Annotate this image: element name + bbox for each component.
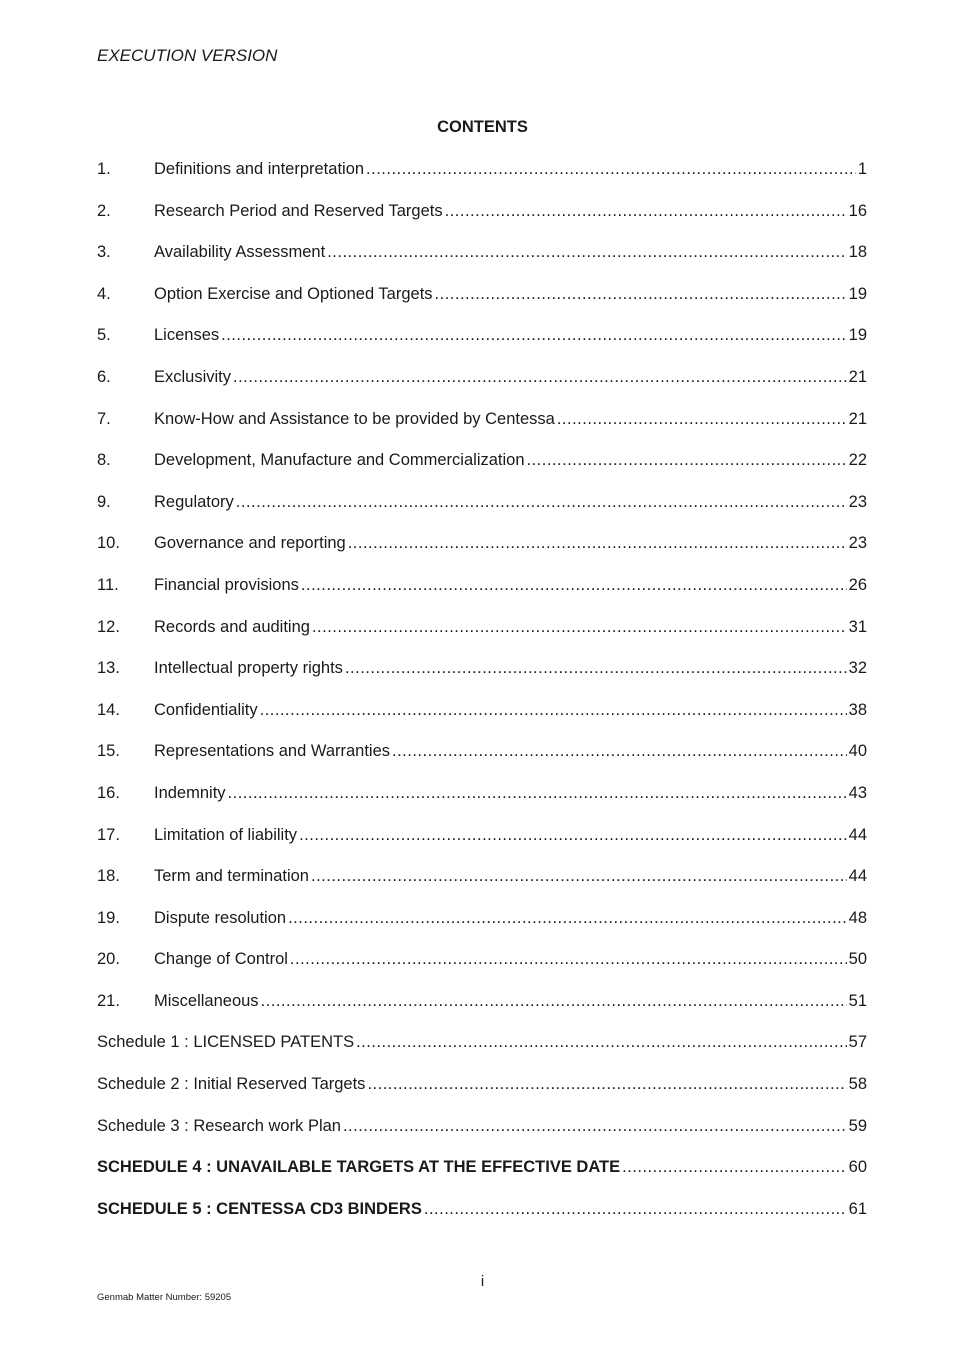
toc-entry-number: 14.	[97, 700, 120, 719]
toc-entry-page: 31	[848, 617, 867, 636]
toc-entry[interactable]	[97, 865, 867, 907]
toc-entry-number: 17.	[97, 825, 120, 844]
toc-schedule-entry[interactable]	[97, 1115, 867, 1157]
toc-entry-page: 23	[848, 492, 867, 511]
toc-entry-label: Representations and Warranties	[154, 742, 391, 761]
toc-entry[interactable]	[97, 200, 867, 242]
toc-leader-dots	[290, 948, 847, 970]
toc-entry-page: 32	[848, 659, 867, 678]
toc-entry[interactable]	[97, 366, 867, 408]
toc-entry-label: Development, Manufacture and Commercialization	[154, 451, 525, 470]
toc-leader-dots	[261, 990, 847, 1012]
toc-entry-number: 6.	[97, 367, 111, 386]
footer-matter-number: Genmab Matter Number: 59205	[97, 1292, 232, 1303]
toc-entry-number: 19.	[97, 908, 120, 927]
toc-schedule-page: 57	[848, 1033, 867, 1052]
toc-leader-dots	[311, 865, 847, 887]
toc-schedule-entry[interactable]	[97, 1198, 867, 1240]
toc-entry-number: 21.	[97, 991, 120, 1010]
toc-entry-number: 1.	[97, 160, 111, 178]
toc-schedule-label: SCHEDULE 4 : UNAVAILABLE TARGETS AT THE EFFECTIVE DATE	[97, 1158, 621, 1177]
toc-entry-label: Governance and reporting	[154, 534, 346, 553]
toc-leader-dots	[312, 616, 847, 638]
toc-leader-dots	[301, 574, 847, 596]
toc-leader-dots	[299, 824, 847, 846]
toc-entry[interactable]	[97, 283, 867, 325]
toc-entry-page: 19	[848, 326, 867, 345]
toc-entry-page: 43	[848, 783, 867, 802]
toc-entry-label: Term and termination	[154, 867, 309, 886]
toc-entry[interactable]	[97, 324, 867, 366]
toc-entry-label: Regulatory	[154, 492, 234, 511]
toc-entry-number: 20.	[97, 950, 120, 969]
toc-entry-label: Exclusivity	[154, 367, 232, 386]
toc-entry-number: 13.	[97, 659, 120, 678]
toc-entry-page: 18	[848, 243, 867, 262]
toc-schedule-entry[interactable]	[97, 1073, 867, 1115]
toc-entry[interactable]	[97, 616, 867, 658]
toc-entry-number: 4.	[97, 284, 111, 303]
toc-entry[interactable]	[97, 158, 867, 200]
toc-entry-label: Indemnity	[154, 783, 226, 802]
toc-entry-label: Dispute resolution	[154, 908, 287, 927]
toc-entry-label: Definitions and interpretation	[154, 160, 365, 178]
toc-schedule-label: SCHEDULE 5 : CENTESSA CD3 BINDERS	[97, 1199, 422, 1218]
toc-leader-dots	[392, 740, 847, 762]
toc-entry-label: Financial provisions	[154, 575, 299, 594]
toc-entry-page: 38	[848, 700, 867, 719]
toc-entry-page: 21	[848, 367, 867, 386]
contents-title: CONTENTS	[437, 118, 528, 136]
toc-entry-number: 15.	[97, 742, 120, 761]
toc-leader-dots	[221, 324, 847, 346]
toc-entry-label: Know-How and Assistance to be provided by Centessa	[154, 409, 555, 428]
toc-schedule-label: Schedule 1 : LICENSED PATENTS	[97, 1033, 355, 1052]
table-of-contents	[97, 158, 867, 1239]
toc-entry-label: Licenses	[154, 326, 220, 345]
toc-entry-number: 18.	[97, 867, 120, 886]
toc-schedule-page: 60	[848, 1158, 867, 1177]
toc-entry-label: Intellectual property rights	[154, 659, 343, 678]
toc-leader-dots	[367, 1073, 846, 1095]
toc-leader-dots	[260, 699, 847, 721]
toc-entry[interactable]	[97, 408, 867, 450]
toc-entry-number: 3.	[97, 243, 111, 262]
toc-entry-number: 5.	[97, 326, 111, 345]
toc-entry-page: 44	[848, 825, 867, 844]
toc-entry[interactable]	[97, 782, 867, 824]
toc-entry[interactable]	[97, 990, 867, 1032]
toc-entry-number: 16.	[97, 783, 120, 802]
toc-entry-label: Limitation of liability	[154, 825, 298, 844]
toc-entry-label: Miscellaneous	[154, 991, 259, 1010]
toc-schedule-page: 61	[848, 1199, 867, 1218]
toc-leader-dots	[288, 907, 847, 929]
toc-entry-label: Change of Control	[154, 950, 288, 969]
toc-entry-number: 2.	[97, 201, 111, 220]
toc-entry-number: 9.	[97, 492, 111, 511]
toc-entry-number: 8.	[97, 451, 111, 470]
toc-entry-page: 48	[848, 908, 867, 927]
toc-entry-page: 22	[848, 451, 867, 470]
toc-entry-page: 50	[848, 950, 867, 969]
toc-leader-dots	[228, 782, 847, 804]
toc-entry-page: 1	[857, 160, 867, 178]
toc-entry-page: 23	[848, 534, 867, 553]
toc-entry[interactable]	[97, 574, 867, 616]
toc-leader-dots	[233, 366, 847, 388]
toc-entry-page: 16	[848, 201, 867, 220]
toc-entry-number: 10.	[97, 534, 120, 553]
toc-leader-dots	[445, 200, 847, 222]
toc-schedule-page: 59	[848, 1116, 867, 1135]
toc-leader-dots	[435, 283, 847, 305]
toc-entry-number: 7.	[97, 409, 111, 428]
toc-entry[interactable]	[97, 532, 867, 574]
toc-entry[interactable]	[97, 699, 867, 741]
toc-entry-page: 19	[848, 284, 867, 303]
toc-leader-dots	[356, 1031, 847, 1053]
toc-entry-page: 51	[848, 991, 867, 1010]
toc-entry-label: Confidentiality	[154, 700, 258, 719]
toc-entry[interactable]	[97, 657, 867, 699]
toc-entry[interactable]	[97, 907, 867, 949]
document-version-header: EXECUTION VERSION	[97, 46, 278, 65]
toc-leader-dots	[343, 1115, 847, 1137]
toc-entry[interactable]	[97, 948, 867, 990]
toc-leader-dots	[557, 408, 847, 430]
toc-entry-page: 21	[848, 409, 867, 428]
toc-leader-dots	[348, 532, 847, 554]
toc-schedule-label: Schedule 3 : Research work Plan	[97, 1116, 341, 1135]
toc-entry[interactable]	[97, 824, 867, 866]
toc-entry-label: Option Exercise and Optioned Targets	[154, 284, 433, 303]
toc-schedule-entry[interactable]	[97, 1156, 867, 1198]
footer-page-number: i	[480, 1273, 485, 1290]
toc-entry-number: 12.	[97, 617, 120, 636]
toc-leader-dots	[527, 449, 847, 471]
toc-schedule-label: Schedule 2 : Initial Reserved Targets	[97, 1075, 366, 1094]
toc-leader-dots	[327, 241, 846, 263]
toc-leader-dots	[366, 158, 856, 180]
toc-leader-dots	[622, 1156, 847, 1178]
toc-entry[interactable]	[97, 449, 867, 491]
toc-entry-page: 26	[848, 575, 867, 594]
toc-leader-dots	[345, 657, 847, 679]
toc-entry[interactable]	[97, 241, 867, 283]
toc-schedule-entry[interactable]	[97, 1031, 867, 1073]
toc-entry-number: 11.	[97, 575, 119, 594]
toc-entry[interactable]	[97, 740, 867, 782]
toc-entry-page: 40	[848, 742, 867, 761]
toc-entry-page: 44	[848, 867, 867, 886]
toc-schedule-page: 58	[848, 1075, 867, 1094]
toc-entry-label: Availability Assessment	[154, 243, 326, 262]
toc-entry-label: Records and auditing	[154, 617, 310, 636]
toc-leader-dots	[236, 491, 847, 513]
toc-entry[interactable]	[97, 491, 867, 533]
toc-leader-dots	[424, 1198, 847, 1220]
toc-entry-label: Research Period and Reserved Targets	[154, 201, 443, 220]
